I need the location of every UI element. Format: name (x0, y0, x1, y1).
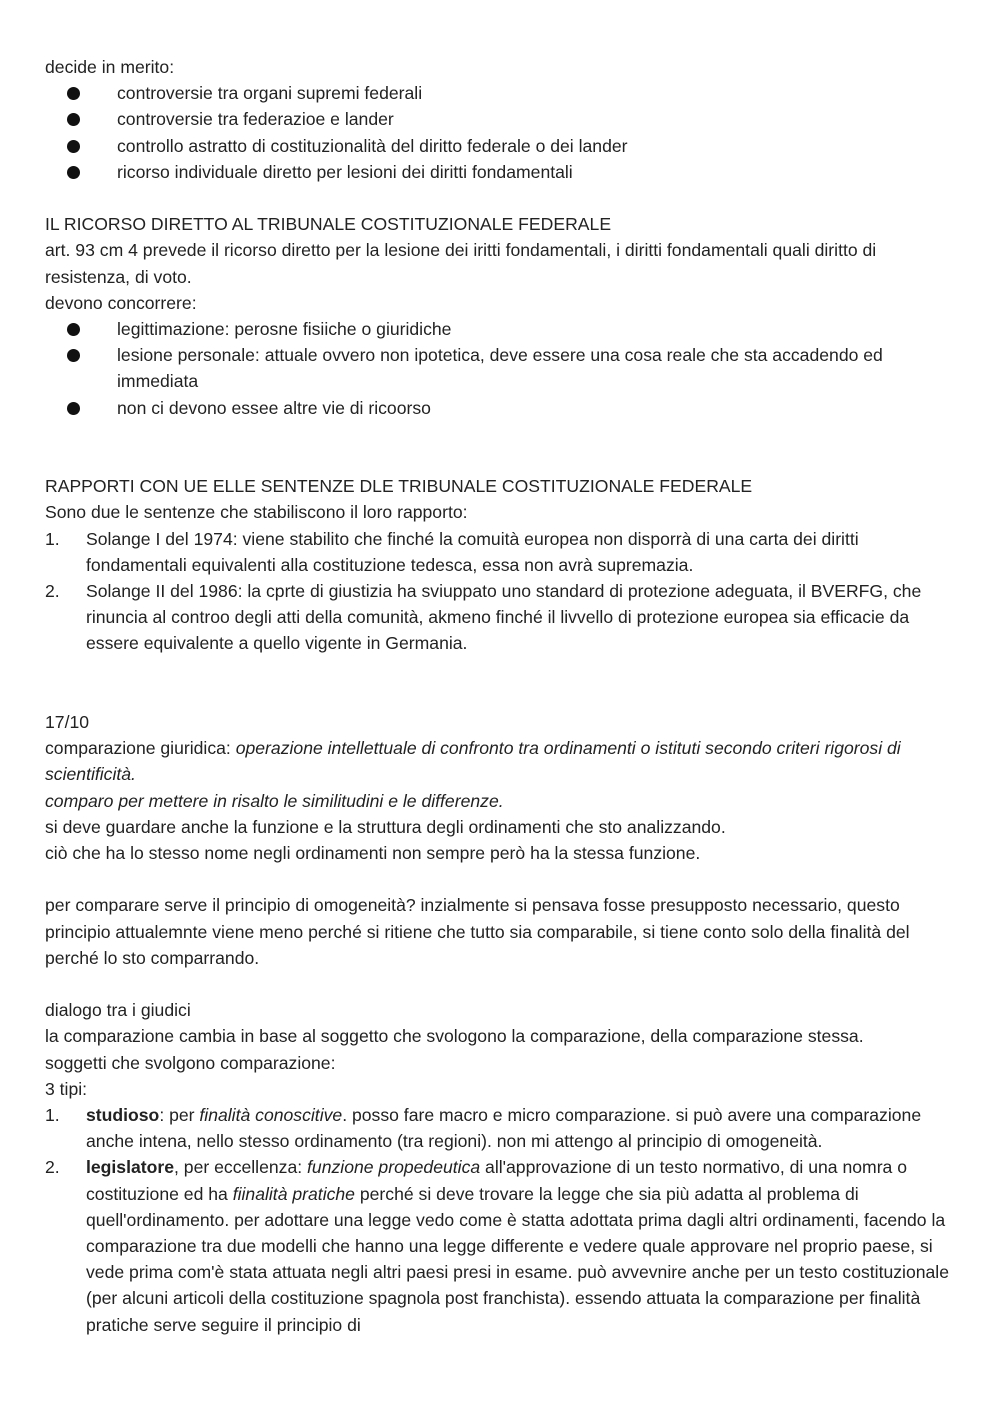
section-b-bullet-list (45, 316, 960, 421)
spacer (45, 866, 960, 892)
spacer (45, 421, 960, 473)
list-number: 1. (45, 1105, 60, 1126)
text-span: . posso fare macro e micro comparazione. si può avere una comparazione anche intena, nello stesso ordinamento (tra regioni). non mi attengo al principio di omogeneità. (86, 1105, 922, 1152)
bold-term: studioso (86, 1105, 160, 1126)
section-d-date: 17/10 (45, 712, 90, 733)
list-number: 2. (45, 1157, 60, 1178)
section-c-heading: RAPPORTI CON UE ELLE SENTENZE DLE TRIBUNALE COSTITUZIONALE FEDERALE (45, 476, 753, 497)
section-e-line-1: la comparazione cambia in base al soggetto che svologono la comparazione, della comparazione stessa. (45, 1026, 864, 1047)
list-item (45, 1102, 960, 1154)
list-number: 1. (45, 528, 60, 549)
definition-label: comparazione giuridica: (45, 738, 236, 759)
italic-term: fiinalità pratiche (232, 1183, 355, 1204)
spacer (45, 971, 960, 997)
spacer (45, 185, 960, 211)
section-b-intro: devono concorrere: (45, 292, 197, 313)
section-e-numbered-list (45, 1102, 960, 1338)
list-item: controllo astratto di costituzionalità del diritto federale o dei lander (45, 133, 960, 159)
section-d-paragraph: per comparare serve il principio di omogeneità? inzialmente si pensava fosse presupposto necessario, questo principio attualemnte viene meno perché si ritiene che tutto sia comparabile, si tiene conto solo della finalità del perché lo sto comparrando. (45, 895, 910, 968)
list-item (45, 578, 960, 657)
italic-line-text: comparo per mettere in risalto le similitudini e le differenze. (45, 790, 504, 811)
section-e-heading: dialogo tra i giudici (45, 1000, 191, 1021)
list-number: 2. (45, 581, 60, 602)
text-span: perché si deve trovare la legge che sia più adatta al problema di quell'ordinamento. per adottare una legge vedo come è statta adottata prima dagli altri ordinamenti, facendo la comparazione tra due modelli che hanno una legge differente e vedere quale approvare nel proprio paese, si vede prima com'è stata attuata negli altri paesi presi in esame. può avvevnire anche per un testo costituzionale (per alcuni articoli della costituzione spagnola post franchista). essendo attuata la comparazione per finalità pratiche serve seguire il principio di (86, 1183, 950, 1335)
list-item-text (86, 1157, 949, 1334)
list-item: controversie tra organi supremi federali (45, 80, 960, 106)
text-span: , per eccellenza: (174, 1157, 308, 1178)
italic-term: finalità conoscitive (199, 1105, 343, 1126)
definition-text: operazione intellettuale di confronto tra ordinamenti o istituti secondo criteri rigorosi di scientificità. (45, 738, 901, 785)
list-item-text: Solange II del 1986: la cprte di giustizia ha sviuppato uno standard di protezione adeguata, il BVERFG, che rinuncia al controo degli atti della comunità, akmeno finché il livvello di protezione europea sia efficacie da essere equivalente a quello vigente in Germania. (86, 581, 922, 654)
section-e-line-2: soggetti che svolgono comparazione: (45, 1052, 336, 1073)
section-c-intro: Sono due le sentenze che stabiliscono il loro rapporto: (45, 502, 468, 523)
section-a-intro: decide in merito: (45, 57, 175, 77)
list-item: non ci devono essee altre vie di ricoorso (45, 395, 960, 421)
section-a-bullet-list (45, 80, 960, 185)
list-item-text (86, 1105, 921, 1151)
bold-term: legislatore (86, 1157, 175, 1178)
section-b-paragraph: art. 93 cm 4 prevede il ricorso diretto per la lesione dei iritti fondamentali, i diritti fondamentali quali diritto di resistenza, di voto. (45, 240, 877, 287)
list-item (45, 1154, 960, 1337)
section-d-line-1: si deve guardare anche la funzione e la struttura degli ordinamenti che sto analizzando. (45, 816, 726, 837)
list-item: ricorso individuale diretto per lesioni dei diritti fondamentali (45, 159, 960, 185)
italic-line (45, 788, 960, 814)
list-item: lesione personale: attuale ovvero non ipotetica, deve essere una cosa reale che sta accadendo ed immediata (45, 342, 960, 394)
spacer (45, 657, 960, 709)
list-item-text: Solange I del 1974: viene stabilito che finché la comuità europea non disporrà di una carta dei diritti fondamentali equivalenti alla costituzione tedesca, essa non avrà supremazia. (86, 528, 859, 575)
list-item: controversie tra federazioe e lander (45, 106, 960, 132)
italic-term: funzione propedeutica (307, 1157, 481, 1178)
list-item: legittimazione: perosne fisiiche o giuridiche (45, 316, 960, 342)
section-c-numbered-list (45, 526, 960, 657)
text-span: : per (159, 1105, 200, 1126)
document-page (45, 54, 960, 1338)
section-e-line-3: 3 tipi: (45, 1078, 88, 1099)
text-span: all'approvazione di un testo normativo, di una nomra o costituzione ed ha (86, 1157, 908, 1204)
list-item (45, 526, 960, 578)
section-d-line-2: ciò che ha lo stesso nome negli ordinamenti non sempre però ha la stessa funzione. (45, 843, 701, 864)
section-b-heading: IL RICORSO DIRETTO AL TRIBUNALE COSTITUZIONALE FEDERALE (45, 214, 612, 235)
definition-paragraph (45, 735, 960, 787)
